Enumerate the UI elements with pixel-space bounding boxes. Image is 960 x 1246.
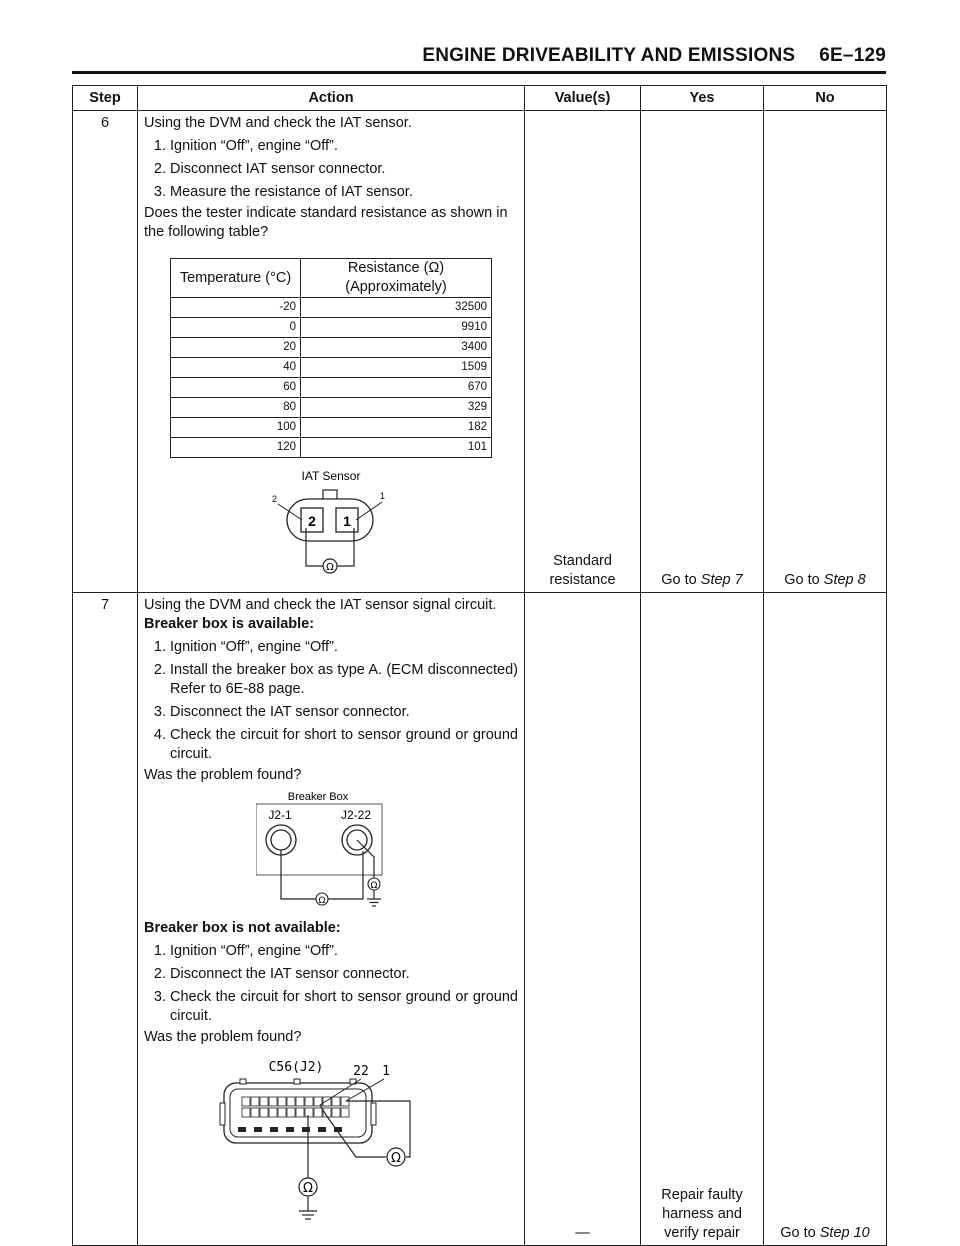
action-steps-list <box>144 638 518 764</box>
list-item: 2. Disconnect the IAT sensor connector. <box>153 966 410 982</box>
ohmmeter-icon: Ω <box>370 881 378 891</box>
header-rule <box>72 71 886 74</box>
svg-text:1: 1 <box>380 491 386 501</box>
step-number: 7 <box>73 593 138 1246</box>
svg-text:2: 2 <box>308 513 316 529</box>
list-item: 3. Disconnect the IAT sensor connector. <box>153 704 410 720</box>
action-steps-list <box>144 942 518 1026</box>
column-header-values: Value(s) <box>525 86 641 111</box>
yes-cell-step-7: Repair faulty harness and verify repair <box>641 593 764 1246</box>
list-item: 1. Ignition “Off”, engine “Off”. <box>153 943 338 959</box>
diagnostic-table <box>72 85 887 1246</box>
table-row-step-6 <box>73 111 887 593</box>
table-row: 40 1509 <box>171 358 492 378</box>
table-row-step-7 <box>73 593 887 1246</box>
table-row: -20 32500 <box>171 298 492 318</box>
action-question: Does the tester indicate standard resistance as shown in the following table? <box>144 205 508 240</box>
column-header-action: Action <box>138 86 525 111</box>
breaker-box-available-heading: Breaker box is available: <box>144 616 315 632</box>
page-header <box>72 40 886 72</box>
no-cell-step-6: Go to Step 8 <box>764 111 887 593</box>
breaker-box-figure <box>144 789 518 917</box>
action-cell-step-6 <box>138 111 525 593</box>
list-item: 1. Ignition “Off”, engine “Off”. <box>153 639 338 655</box>
yes-cell-step-6: Go to Step 7 <box>641 111 764 593</box>
action-question: Was the problem found? <box>144 1029 302 1045</box>
value-cell-step-7: — <box>525 593 641 1246</box>
table-row: 0 9910 <box>171 318 492 338</box>
goto-step-7-link[interactable]: Step 7 <box>700 572 743 588</box>
svg-text:J2-1: J2-1 <box>268 808 292 822</box>
list-item: 3. Check the circuit for short to sensor ground or ground circuit. <box>153 989 518 1024</box>
goto-step-10-link[interactable]: Step 10 <box>819 1225 870 1241</box>
ohmmeter-icon: Ω <box>318 896 326 906</box>
goto-step-8-link[interactable]: Step 8 <box>823 572 866 588</box>
svg-text:22: 22 <box>353 1064 369 1079</box>
table-row: 100 182 <box>171 418 492 438</box>
iat-sensor-figure <box>144 468 518 588</box>
list-item: 3. Measure the resistance of IAT sensor. <box>153 184 413 200</box>
iat-sensor-diagram <box>256 468 406 588</box>
action-steps-list <box>144 137 518 202</box>
action-intro: Using the DVM and check the IAT sensor signal circuit. <box>144 597 497 613</box>
column-header-yes: Yes <box>641 86 764 111</box>
column-header-step: Step <box>73 86 138 111</box>
figure-title: C56(J2) <box>268 1060 324 1075</box>
table-row: 120 101 <box>171 438 492 458</box>
svg-text:1: 1 <box>382 1064 390 1079</box>
column-header-no: No <box>764 86 887 111</box>
ohmmeter-icon: Ω <box>391 1151 401 1166</box>
value-cell-step-6: Standard resistance <box>525 111 641 593</box>
table-row: 80 329 <box>171 398 492 418</box>
figure-title: Breaker Box <box>287 791 349 803</box>
figure-title: IAT Sensor <box>301 469 361 483</box>
page-number: 6E–129 <box>819 45 886 66</box>
ohmmeter-icon: Ω <box>303 1181 313 1196</box>
c56-connector-diagram <box>216 1057 446 1227</box>
action-intro: Using the DVM and check the IAT sensor. <box>144 115 412 131</box>
step-number: 6 <box>73 111 138 593</box>
table-row: 20 3400 <box>171 338 492 358</box>
list-item: 1. Ignition “Off”, engine “Off”. <box>153 138 338 154</box>
svg-text:J2-22: J2-22 <box>340 808 372 822</box>
resistance-table <box>170 258 492 458</box>
svg-text:1: 1 <box>343 513 351 529</box>
c56-connector-figure <box>144 1057 518 1227</box>
breaker-box-not-available-heading: Breaker box is not available: <box>144 920 341 936</box>
breaker-box-diagram <box>256 789 406 917</box>
action-question: Was the problem found? <box>144 767 302 783</box>
list-item: 2. Disconnect IAT sensor connector. <box>153 161 386 177</box>
no-cell-step-7: Go to Step 10 <box>764 593 887 1246</box>
resistance-header-ohm: Resistance (Ω) (Approximately) <box>301 259 492 298</box>
table-header-row <box>73 86 887 111</box>
table-row: 60 670 <box>171 378 492 398</box>
list-item: 2. Install the breaker box as type A. (ECM disconnected) Refer to 6E-88 page. <box>153 662 518 697</box>
resistance-header-temp: Temperature (°C) <box>171 259 301 298</box>
svg-text:2: 2 <box>272 494 278 504</box>
list-item: 4. Check the circuit for short to sensor ground or ground circuit. <box>153 727 518 762</box>
section-title: ENGINE DRIVEABILITY AND EMISSIONS <box>422 45 796 66</box>
action-cell-step-7 <box>138 593 525 1246</box>
ohmmeter-icon: Ω <box>326 562 334 573</box>
